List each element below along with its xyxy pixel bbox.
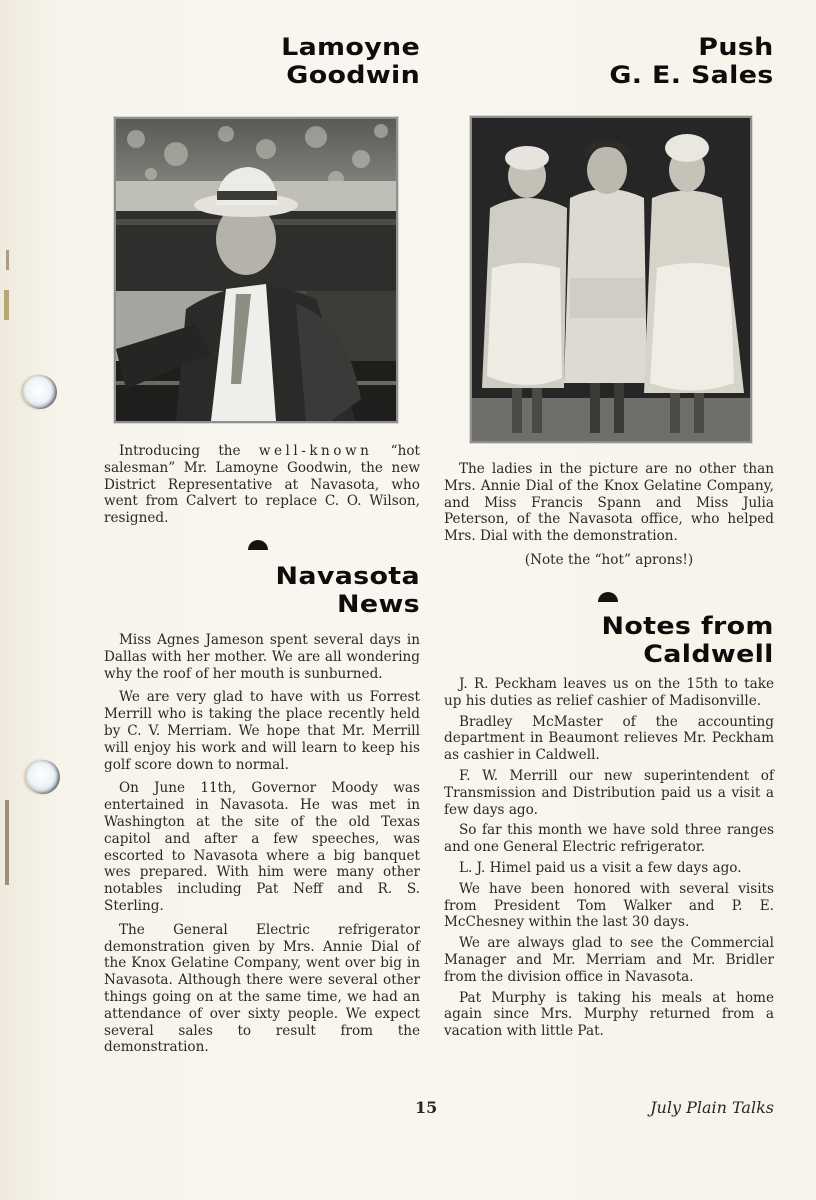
- article-paragraph: Bradley McMaster of the accounting department in Beaumont relieves Mr. Peckham as cashier in Caldwell.: [444, 713, 774, 764]
- headline-line: G. E. Sales: [609, 61, 774, 89]
- headline-notes-from-caldwell: [602, 612, 774, 668]
- page-stain: [4, 290, 9, 320]
- headline-lamoyne-goodwin: [281, 33, 420, 89]
- headline-line: News: [337, 590, 420, 618]
- page-number: 15: [415, 1098, 438, 1117]
- article-paragraph: Pat Murphy is taking his meals at home again since Mrs. Murphy returned from a vacation with little Pat.: [444, 989, 774, 1040]
- caption-paragraph: The ladies in the picture are no other than Mrs. Annie Dial of the Knox Gelatine Company, and Miss Francis Spann and Miss Julia Peterson, of the Navasota office, who helped Mrs. Dial with the demonstration.: [444, 461, 774, 545]
- article-paragraph: So far this month we have sold three ranges and one General Electric refrigerator.: [444, 822, 774, 856]
- page-stain: [5, 800, 9, 885]
- caption-text: “hot salesman” Mr. Lamoyne Goodwin, the new District Representative at Navasota, who went from Calvert to replace C. O. Wilson, resigned.: [104, 443, 420, 527]
- article-paragraph: J. R. Peckham leaves us on the 15th to take up his duties as relief cashier of Madisonville.: [444, 676, 774, 709]
- headline-push-ge-sales: [610, 33, 774, 89]
- headline-line: Push: [698, 33, 774, 61]
- article-paragraph: Miss Agnes Jameson spent several days in Dallas with her mother. We are all wondering why the roof of her mouth is sunburned.: [104, 632, 420, 682]
- publication-title: July Plain Talks: [650, 1098, 774, 1117]
- headline-line: Lamoyne: [281, 33, 420, 61]
- navasota-news-body: [104, 632, 420, 1056]
- group-photo-illustration: [472, 118, 750, 441]
- headline-line: Caldwell: [643, 640, 774, 668]
- article-paragraph: L. J. Himel paid us a visit a few days ago.: [458, 859, 742, 876]
- headline-line: Notes from: [601, 612, 774, 640]
- article-paragraph: The General Electric refrigerator demonstration given by Mrs. Annie Dial of the Knox Gelatine Company, went over big in Navasota. Although there were several other things going on at the same time, we had an attendance of over sixty people. We expect several sales to result from the demonstration.: [104, 921, 420, 1056]
- caption-lamoyne-goodwin: [104, 443, 420, 527]
- headline-line: Navasota: [275, 562, 420, 590]
- headline-navasota-news: [276, 562, 420, 618]
- photo-lamoyne-goodwin: [114, 117, 398, 423]
- headline-line: Goodwin: [286, 61, 420, 89]
- article-paragraph: On June 11th, Governor Moody was entertained in Navasota. He was met in Washington at the site of the old Texas capitol and after a few speeches, was escorted to Navasota where a big banquet wes prepared. With him were many other notables including Pat Neff and R. S. Sterling.: [104, 780, 420, 914]
- article-paragraph: We are always glad to see the Commercial Manager and Mr. Merriam and Mr. Bridler from the division office in Navasota.: [444, 935, 774, 985]
- page-stain: [6, 250, 9, 270]
- caldwell-notes-body: [444, 676, 774, 1040]
- binder-hole: [23, 375, 57, 409]
- caption-text: Introducing the: [118, 443, 259, 459]
- article-paragraph: We have been honored with several visits from President Tom Walker and P. E. McChesney within the last 30 days.: [444, 880, 774, 931]
- binder-hole: [26, 760, 60, 794]
- caption-paragraph: [104, 443, 420, 527]
- photo-three-ladies: [470, 116, 752, 443]
- article-paragraph: F. W. Merrill our new superintendent of Transmission and Distribution paid us a visit a few days ago.: [444, 767, 774, 818]
- portrait-illustration: [116, 119, 396, 421]
- caption-note: (Note the “hot” aprons!): [524, 551, 694, 568]
- article-paragraph: We are very glad to have with us Forrest Merrill who is taking the place recently held by C. V. Merriam. We hope that Mr. Merrill will enjoy his work and will learn to keep his golf score down to normal.: [104, 689, 420, 773]
- caption-three-ladies: [444, 461, 774, 569]
- caption-text-spaced: well-known: [258, 443, 373, 459]
